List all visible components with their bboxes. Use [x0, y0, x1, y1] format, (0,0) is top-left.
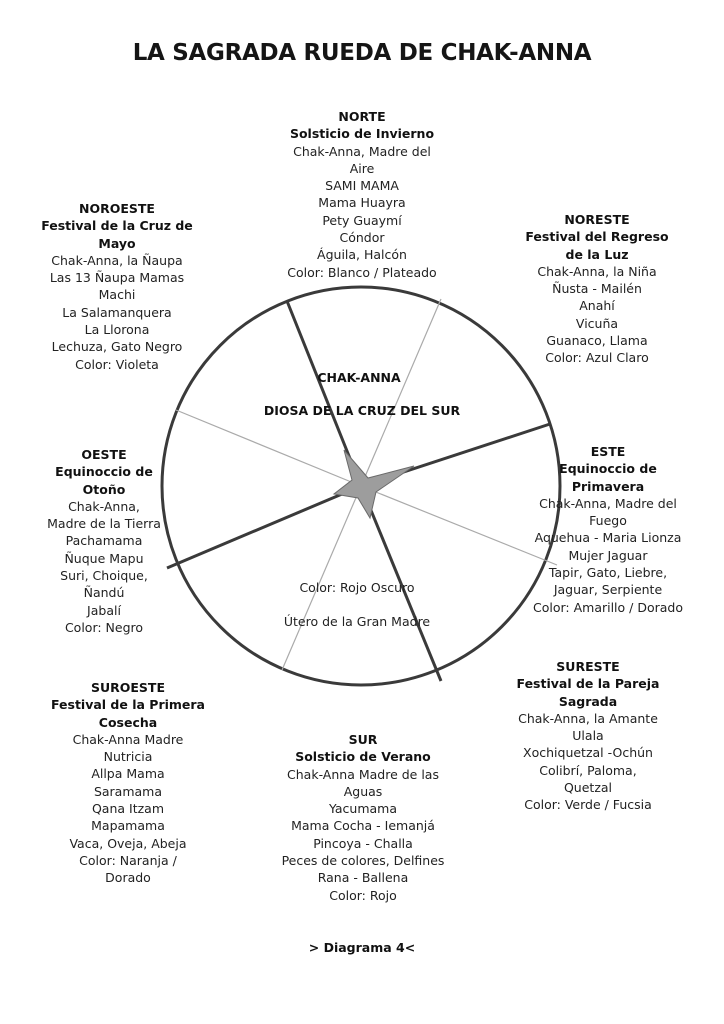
attribute-line: Mujer Jaguar [568, 547, 648, 563]
heading-line: NORESTE [564, 212, 630, 227]
attribute-line: Yacumama [328, 801, 398, 817]
attribute-line: Águila, Halcón [317, 247, 407, 263]
attribute-line: Chak-Anna, la Niña [537, 263, 657, 279]
diagram-caption: > Diagrama 4< [308, 940, 416, 955]
attribute-line: Aquehua - Maria Lionza [534, 530, 682, 546]
direction-southwest-heading [40, 679, 216, 731]
heading-line: NORTE [338, 109, 386, 124]
attribute-line: Mama Cocha - Iemanjá [291, 818, 435, 834]
attribute-line: Color: Azul Claro [545, 350, 649, 366]
heading-line: OESTE [81, 447, 127, 462]
attribute-line: Vicuña [575, 315, 619, 331]
direction-south [254, 731, 472, 904]
direction-north-heading [240, 108, 484, 143]
heading-line: SUROESTE [90, 680, 165, 695]
heading-line: Equinoccio de [559, 461, 657, 477]
attribute-line: Anahí [579, 298, 615, 314]
heading-line: SURESTE [556, 659, 620, 674]
attribute-line: Chak-Anna Madre de las [287, 766, 439, 782]
center-deity-name: CHAK-ANNA [317, 370, 401, 385]
attribute-line: Peces de colores, Delfines [281, 853, 445, 869]
attribute-line: Pincoya - Challa [313, 835, 413, 851]
inner-south-color: Color: Rojo Oscuro [299, 580, 415, 595]
attribute-line: Color: Violeta [75, 356, 159, 372]
attribute-line: Colibrí, Paloma, [539, 762, 637, 778]
direction-east [508, 443, 708, 616]
attribute-line: Chak-Anna, Madre del [539, 495, 677, 511]
attribute-line: Chak-Anna, [68, 498, 140, 514]
attribute-line: Ulala [572, 728, 604, 744]
heading-line: Cosecha [98, 714, 158, 730]
direction-northeast-heading [492, 211, 702, 263]
heading-line: Solsticio de Invierno [289, 126, 435, 142]
attribute-line: Color: Verde / Fucsia [524, 797, 652, 813]
attribute-line: Ñandú [83, 585, 125, 601]
attribute-line: Pachamama [65, 533, 143, 549]
heading-line: Mayo [98, 235, 136, 251]
attribute-line: La Salamanquera [62, 304, 172, 320]
attribute-line: Quetzal [563, 780, 613, 796]
heading-line: Festival del Regreso [525, 229, 669, 245]
direction-north [240, 108, 484, 281]
attribute-line: Chak-Anna, la Ñaupa [51, 252, 183, 268]
direction-west-heading [22, 446, 186, 498]
attribute-line: Chak-Anna Madre [72, 731, 184, 747]
attribute-line: Machi [98, 287, 136, 303]
attribute-line: Color: Rojo [329, 887, 397, 903]
attribute-line: Madre de la Tierra [47, 516, 161, 532]
heading-line: de la Luz [565, 246, 629, 262]
attribute-line: Color: Naranja / [79, 852, 177, 868]
direction-northwest [20, 200, 214, 373]
attribute-line: Ñuque Mapu [64, 550, 144, 566]
attribute-line: Jabalí [87, 602, 121, 618]
attribute-line: Ñusta - Mailén [552, 281, 642, 297]
direction-northwest-heading [20, 200, 214, 252]
spoke-northeast [361, 299, 441, 486]
heading-line: Otoño [82, 481, 126, 497]
attribute-line: Las 13 Ñaupa Mamas [49, 270, 185, 286]
direction-southeast [488, 658, 688, 814]
attribute-line: Saramama [93, 783, 163, 799]
heading-line: Equinoccio de [55, 464, 153, 480]
attribute-line: Color: Negro [64, 619, 144, 635]
heading-line: Festival de la Primera [51, 697, 205, 713]
inner-south-utero: Útero de la Gran Madre [283, 614, 431, 629]
spoke-west [167, 486, 361, 568]
attribute-line: Chak-Anna, Madre del [293, 143, 431, 159]
attribute-line: La Llorona [84, 322, 150, 338]
attribute-line: Guanaco, Llama [546, 333, 648, 349]
direction-east-heading [508, 443, 708, 495]
attribute-line: Vaca, Oveja, Abeja [69, 835, 187, 851]
heading-line: NOROESTE [79, 201, 155, 216]
attribute-line: Cóndor [339, 230, 385, 246]
direction-west [22, 446, 186, 636]
heading-line: Festival de la Cruz de [41, 218, 193, 234]
attribute-line: Suri, Choique, [60, 568, 148, 584]
heading-line: SUR [348, 732, 378, 747]
attribute-line: Fuego [589, 513, 627, 529]
direction-northeast [492, 211, 702, 367]
attribute-line: Lechuza, Gato Negro [51, 339, 183, 355]
heading-line: Solsticio de Verano [295, 749, 431, 765]
spoke-northwest [176, 410, 361, 486]
center-deity-subtitle: DIOSA DE LA CRUZ DEL SUR [263, 403, 461, 418]
heading-line: Sagrada [558, 693, 618, 709]
attribute-line: Tapir, Gato, Liebre, [548, 565, 668, 581]
attribute-line: SAMI MAMA [325, 178, 399, 194]
attribute-line: Color: Amarillo / Dorado [532, 599, 683, 615]
attribute-line: Rana - Ballena [317, 870, 409, 886]
attribute-line: Nutricia [103, 749, 153, 765]
attribute-line: Aguas [343, 783, 383, 799]
attribute-line: Color: Blanco / Plateado [287, 264, 437, 280]
attribute-line: Xochiquetzal -Ochún [523, 745, 653, 761]
page-title: LA SAGRADA RUEDA DE CHAK-ANNA [132, 40, 592, 66]
heading-line: Primavera [571, 478, 645, 494]
direction-southwest [40, 679, 216, 887]
heading-line: ESTE [590, 444, 626, 459]
attribute-line: Chak-Anna, la Amante [518, 710, 658, 726]
southern-cross-star [334, 450, 414, 518]
attribute-line: Jaguar, Serpiente [553, 582, 663, 598]
attribute-line: Mapamama [91, 818, 165, 834]
attribute-line: Qana Itzam [91, 801, 165, 817]
attribute-line: Allpa Mama [91, 766, 165, 782]
direction-southeast-heading [488, 658, 688, 710]
attribute-line: Mama Huayra [318, 195, 406, 211]
heading-line: Festival de la Pareja [516, 676, 660, 692]
attribute-line: Aire [349, 160, 375, 176]
attribute-line: Dorado [105, 870, 151, 886]
direction-south-heading [254, 731, 472, 766]
attribute-line: Pety Guaymí [322, 212, 402, 228]
